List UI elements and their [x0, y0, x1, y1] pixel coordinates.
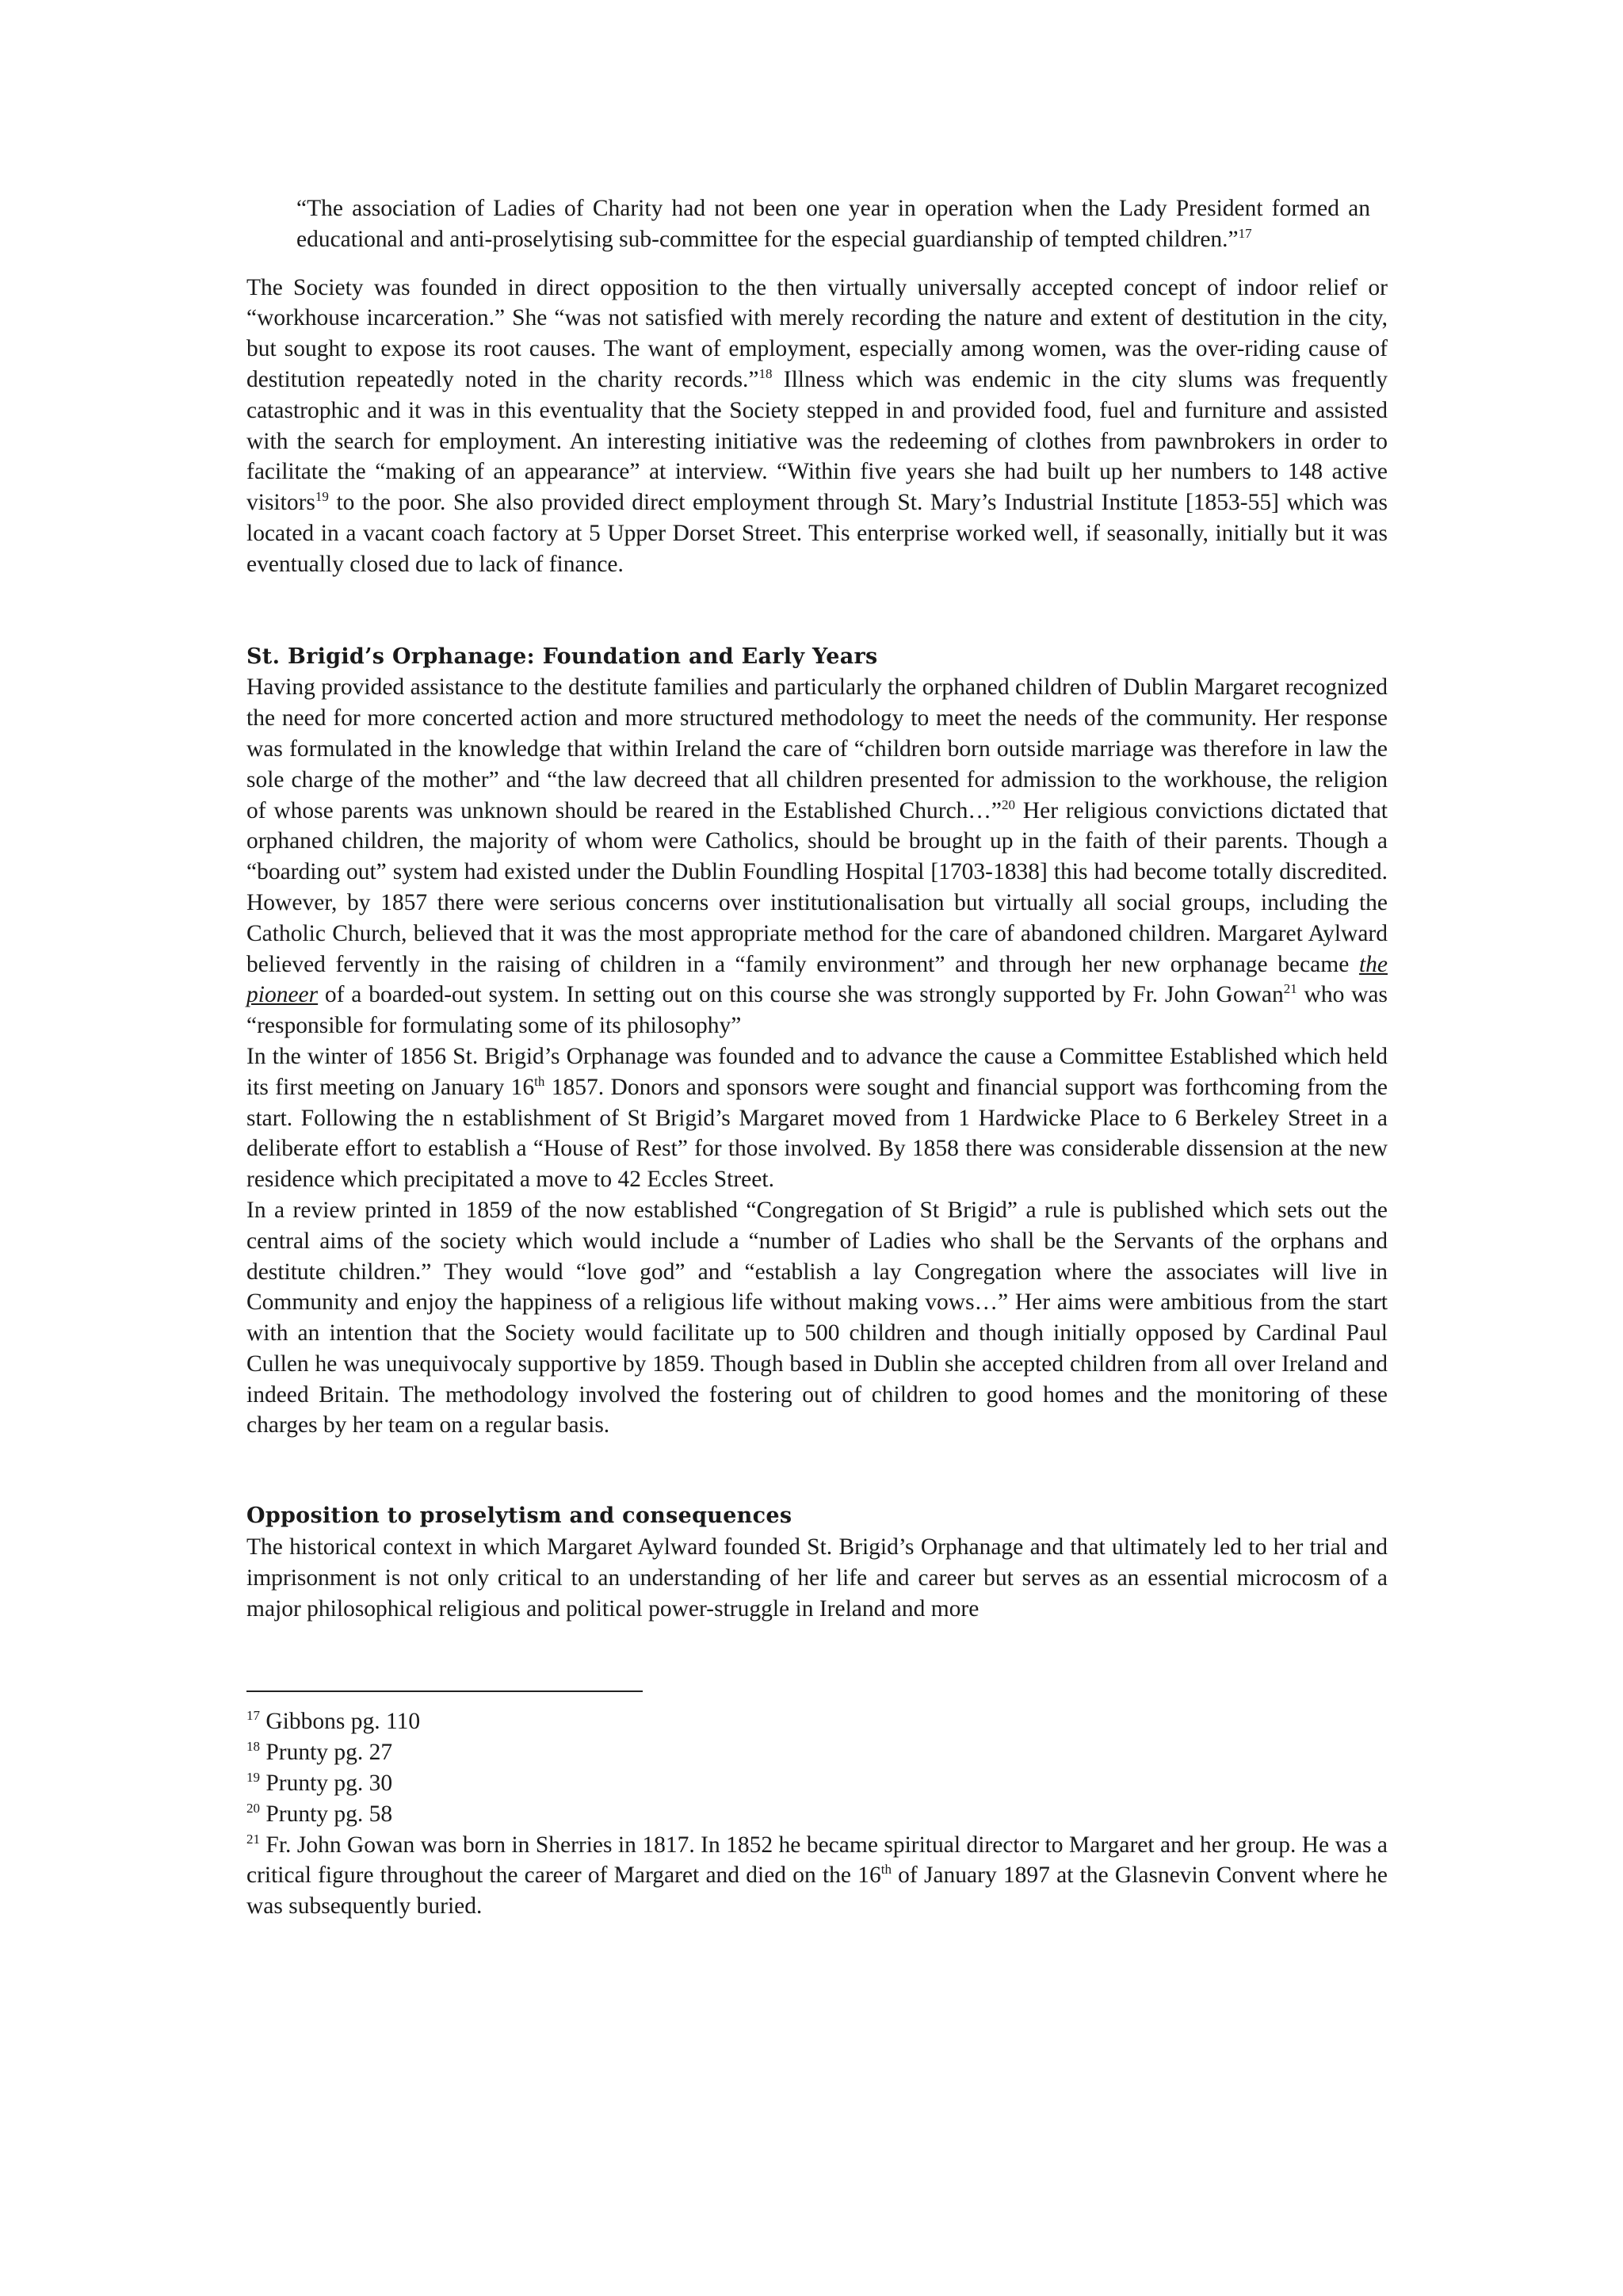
- paragraph-text: who was “responsible for formulating some of its philosophy”: [246, 982, 1388, 1039]
- footnotes: [246, 1706, 1388, 1922]
- opposition-paragraph-1: The historical context in which Margaret Aylward founded St. Brigid’s Orphanage and that ultimately led to her trial and imprisonment is not only critical to an understanding of her life and career but serves as an essential microcosm of a major philosophical religious and political power-struggle in Ireland and more: [246, 1534, 1388, 1622]
- ordinal-suffix: th: [534, 1073, 545, 1089]
- footnote-18: [246, 1737, 1388, 1768]
- footnote-19: [246, 1768, 1388, 1799]
- footnote-21: [246, 1830, 1388, 1922]
- footnote-number: 20: [246, 1801, 260, 1817]
- emphasis-the-pioneer: the pioneer: [246, 951, 1388, 1008]
- footnote-ref-19[interactable]: 19: [315, 489, 329, 505]
- footnote-number: 18: [246, 1739, 260, 1755]
- footnote-text: of January 1897 at the Glasnevin Convent where he was subsequently buried.: [246, 1862, 1388, 1920]
- footnote-ref-20[interactable]: 20: [1002, 797, 1016, 812]
- footnote-text: Prunty pg. 58: [260, 1801, 393, 1827]
- footnote-number: 21: [246, 1831, 260, 1847]
- blockquote-text: “The association of Ladies of Charity had not been one year in operation when the Lady President formed an educational and anti-proselytising sub-committee for the especial guardianship of tempted children.”: [296, 196, 1370, 252]
- footnote-text: Prunty pg. 30: [260, 1771, 393, 1797]
- footnote-number: 17: [246, 1708, 260, 1724]
- paragraph-text: Illness which was endemic in the city slums was frequently catastrophic and it was in this eventuality that the Society stepped in and provided food, fuel and furniture and assisted with the search for employment. An interesting initiative was the redeeming of clothes from pawnbrokers in order to facilitate the “making of an appearance” at interview. “Within five years she had built up her numbers to 148 active visitors: [246, 366, 1388, 516]
- paragraph-text: to the poor. She also provided direct employment through St. Mary’s Industrial Institute [1853-55] which was located in a vacant coach factory at 5 Upper Dorset Street. This enterprise worked well, if seasonally, initially but it was eventually closed due to lack of finance.: [246, 490, 1388, 577]
- footnote-ref-17[interactable]: 17: [1238, 225, 1252, 241]
- footnote-ref-21[interactable]: 21: [1283, 981, 1297, 997]
- ordinal-suffix: th: [880, 1862, 892, 1878]
- foundation-paragraph-1: [246, 672, 1388, 1041]
- blockquote: [296, 193, 1370, 255]
- foundation-paragraph-2: [246, 1041, 1388, 1195]
- footnote-text: Gibbons pg. 110: [260, 1709, 421, 1735]
- intro-paragraph: [246, 273, 1388, 580]
- paragraph-text: In the winter of 1856 St. Brigid’s Orphanage was founded and to advance the cause a Committee Established which held its first meeting on January 16: [246, 1043, 1388, 1100]
- footnote-text: Prunty pg. 27: [260, 1740, 393, 1766]
- footnote-number: 19: [246, 1770, 260, 1786]
- foundation-paragraph-3: In a review printed in 1859 of the now established “Congregation of St Brigid” a rule is published which sets out the central aims of the society which would include a “number of Ladies who shall be the Servants of the orphans and destitute children.” They would “love god” and “establish a lay Congregation where the associates will live in Community and enjoy the happiness of a religious life without making vows…” Her aims were ambitious from the start with an intention that the Society would facilitate up to 500 children and though initially opposed by Cardinal Paul Cullen he was unequivocaly supportive by 1859. Though based in Dublin she accepted children from all over Ireland and indeed Britain. The methodology involved the fostering out of children to good homes and the monitoring of these charges by her team on a regular basis.: [246, 1197, 1388, 1438]
- paragraph-text: The Society was founded in direct opposition to the then virtually universally accepted concept of indoor relief or “workhouse incarceration.” She “was not satisfied with merely recording the nature and extent of destitution in the city, but sought to expose its root causes. The want of employment, especially among women, was the over-riding cause of destitution repeatedly noted in the charity records.”: [246, 274, 1388, 392]
- document-page: [246, 193, 1388, 1922]
- footnote-text: Fr. John Gowan was born in Sherries in 1817. In 1852 he became spiritual director to Margaret and her group. He was a critical figure throughout the career of Margaret and died on the 16: [246, 1832, 1388, 1889]
- paragraph-text: Having provided assistance to the destitute families and particularly the orphaned children of Dublin Margaret recognized the need for more concerted action and more structured methodology to meet the needs of the community. Her response was formulated in the knowledge that within Ireland the care of “children born outside marriage was therefore in law the sole charge of the mother” and “the law decreed that all children presented for admission to the workhouse, the religion of whose parents was unknown should be reared in the Established Church…”: [246, 674, 1388, 823]
- footnote-20: [246, 1799, 1388, 1830]
- section-heading-opposition: Opposition to proselytism and consequences: [246, 1503, 792, 1529]
- paragraph-text: Her religious convictions dictated that orphaned children, the majority of whom were Catholics, should be brought up in the faith of their parents. Though a “boarding out” system had existed under the Dublin Foundling Hospital [1703-1838] this had become totally discredited. However, by 1857 there were serious concerns over institutionalisation but virtually all social groups, including the Catholic Church, believed that it was the most appropriate method for the care of abandoned children. Margaret Aylward believed fervently in the raising of children in a “family environment” and through her new orphanage became: [246, 797, 1388, 977]
- footnote-divider: [246, 1690, 643, 1692]
- footnote-17: [246, 1706, 1388, 1737]
- paragraph-text: of a boarded-out system. In setting out on this course she was strongly supported by Fr. John Gowan: [318, 982, 1284, 1008]
- footnote-ref-18[interactable]: 18: [758, 366, 773, 382]
- paragraph-text: 1857. Donors and sponsors were sought and financial support was forthcoming from the start. Following the n establishment of St Brigid’s Margaret moved from 1 Hardwicke Place to 6 Berkeley Street in a deliberate effort to establish a “House of Rest” for those involved. By 1858 there was considerable dissension at the new residence which precipitated a move to 42 Eccles Street.: [246, 1074, 1388, 1193]
- section-heading-foundation: St. Brigid’s Orphanage: Foundation and Early Years: [246, 644, 878, 669]
